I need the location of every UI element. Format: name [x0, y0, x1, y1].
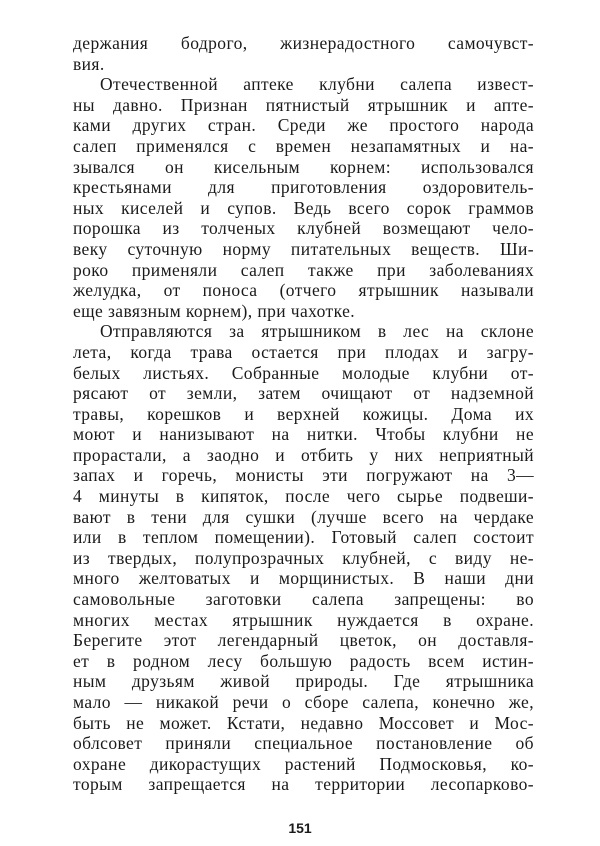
- text-line: салеп применялся с времен незапамятных и на-: [73, 135, 534, 156]
- text-line: ным друзьям живой природы. Где ятрышника: [73, 671, 534, 692]
- paragraph: [73, 33, 534, 74]
- text-line: вия.: [73, 53, 105, 74]
- text-line: охране дикорастущих растений Подмосковья, ко-: [73, 753, 534, 774]
- text-line: рясают от земли, затем очищают от надземной: [73, 383, 534, 404]
- text-line: крестьянами для приготовления оздоровитель-: [73, 177, 534, 198]
- text-line: 4 минуты в кипяток, после чего сырье подвеши-: [73, 486, 534, 507]
- text-line: прорастали, а заодно и отбить у них неприятный: [73, 444, 534, 465]
- text-line: лета, когда трава остается при плодах и загру-: [73, 341, 534, 362]
- text-line: веку суточную норму питательных веществ. Ши-: [73, 238, 534, 259]
- text-line: из твердых, полупрозрачных клубней, с виду не-: [73, 547, 534, 568]
- text-line: облсовет приняли специальное постановление об: [73, 733, 534, 754]
- text-line: Отечественной аптеке клубни салепа извест-: [100, 74, 534, 95]
- text-line: держания бодрого, жизнерадостного самочувст-: [73, 33, 534, 53]
- text-line: запах и горечь, монисты эти погружают на 3—: [73, 465, 534, 486]
- text-line: много желтоватых и морщинистых. В наши дни: [73, 568, 534, 589]
- page-body: [73, 33, 534, 795]
- paragraph: [73, 74, 534, 321]
- text-line: быть не может. Кстати, недавно Моссовет и Мос-: [73, 712, 534, 733]
- text-line: Берегите этот легендарный цветок, он доставля-: [73, 630, 534, 651]
- page-number: 151: [288, 820, 312, 836]
- text-line: роко применяли салеп также при заболеваниях: [73, 259, 534, 280]
- text-line: ны давно. Признан пятнистый ятрышник и апте-: [73, 94, 534, 115]
- text-line: белых листьях. Собранные молодые клубни от-: [73, 362, 534, 383]
- text-line: вают в тени для сушки (лучше всего на чердаке: [73, 506, 534, 527]
- text-line: еще завязным корнем), при чахотке.: [73, 300, 356, 321]
- text-line: многих местах ятрышник нуждается в охране.: [73, 609, 534, 630]
- text-line: порошка из толченых клубней возмещают чело-: [73, 218, 534, 239]
- text-line: торым запрещается на территории лесопарково-: [73, 774, 534, 795]
- text-line: самовольные заготовки салепа запрещены: во: [73, 589, 534, 610]
- text-line: Отправляются за ятрышником в лес на склоне: [100, 321, 534, 342]
- text-line: желудка, от поноса (отчего ятрышник называли: [73, 280, 534, 301]
- text-line: травы, корешков и верхней кожицы. Дома их: [73, 403, 534, 424]
- text-line: зывался он кисельным корнем: использовался: [73, 156, 534, 177]
- text-line: ет в родном лесу большую радость всем истин-: [73, 650, 534, 671]
- text-line: мало — никакой речи о сборе салепа, конечно же,: [73, 692, 534, 712]
- text-line: ками других стран. Среди же простого народа: [73, 115, 534, 136]
- paragraph: [73, 321, 534, 795]
- text-line: моют и нанизывают на нитки. Чтобы клубни не: [73, 424, 534, 445]
- text-line: ных киселей и супов. Ведь всего сорок граммов: [73, 197, 534, 218]
- text-line: или в теплом помещении). Готовый салеп состоит: [73, 527, 534, 548]
